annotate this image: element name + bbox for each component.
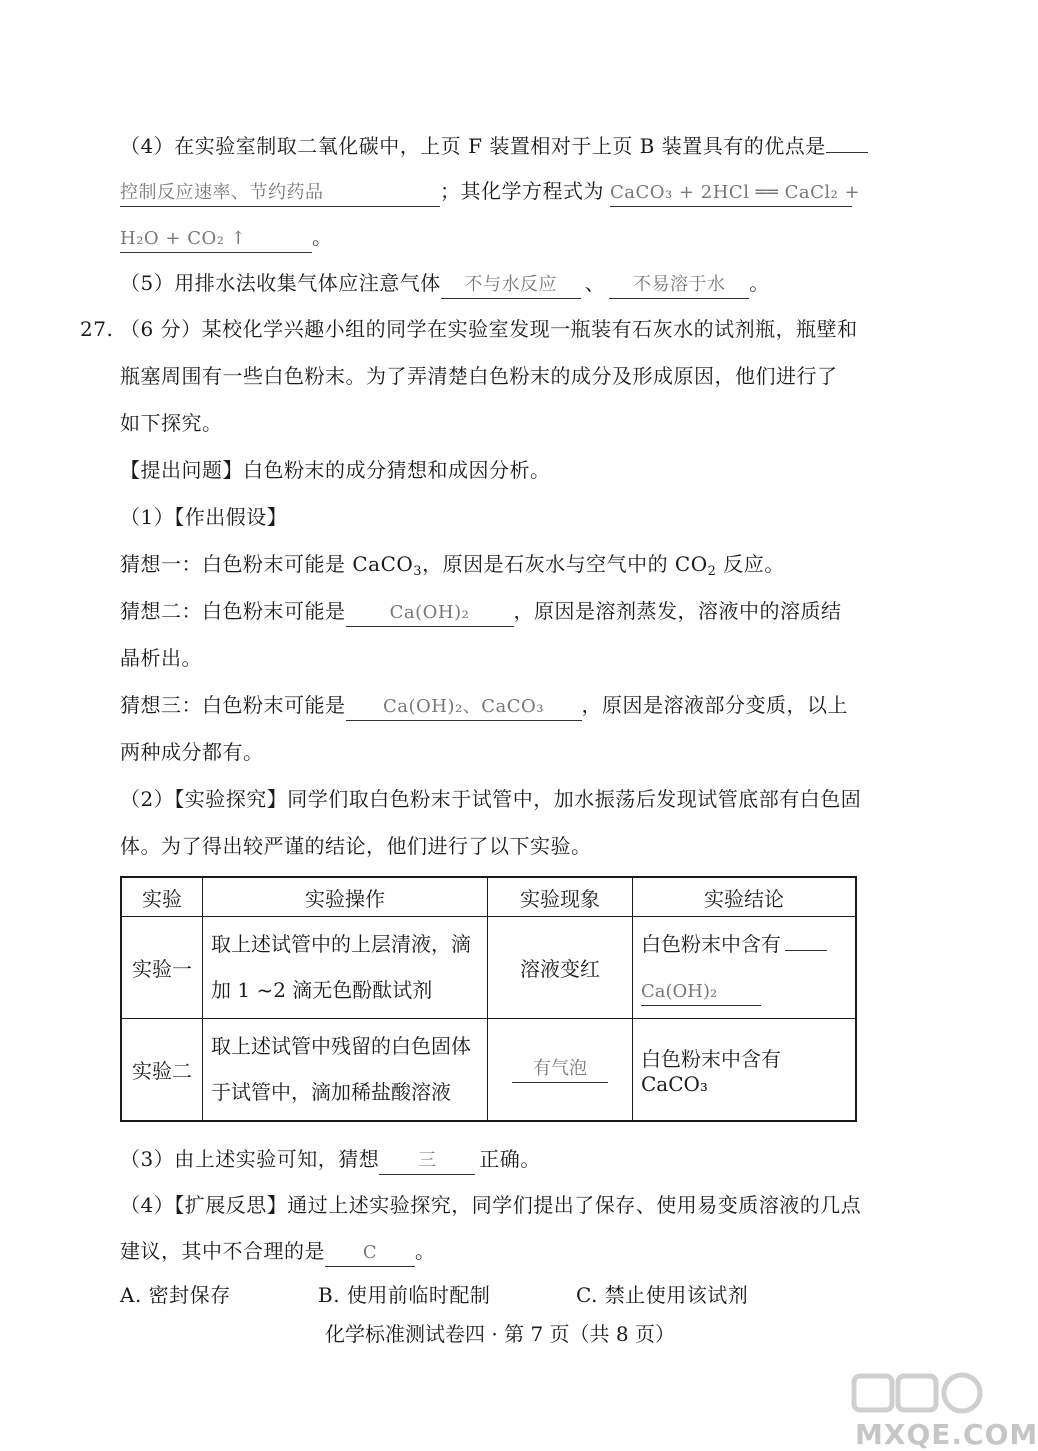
row1-operation: 取上述试管中的上层清液，滴 加 1 ~2 滴无色酚酞试剂: [203, 917, 488, 1019]
q27-line2: 瓶塞周围有一些白色粉末。为了弄清楚白色粉末的成分及形成原因，他们进行了: [120, 364, 838, 388]
answer-exp2-phenomenon: 有气泡: [512, 1056, 608, 1083]
header-phenomenon: 实验现象: [488, 877, 633, 917]
row2-phenomenon: [488, 1018, 633, 1121]
q27-line1: （6 分）某校化学兴趣小组的同学在实验室发现一瓶装有石灰水的试剂瓶，瓶壁和: [120, 317, 858, 341]
table-row: [121, 1018, 856, 1121]
answer-guess-correct: 三: [379, 1148, 475, 1175]
row2-conclusion: 白色粉末中含有 CaCO₃: [633, 1018, 857, 1121]
answer-equation-part2: H₂O + CO₂ ↑: [120, 226, 312, 253]
watermark-text: MXQE.COM: [855, 1418, 1038, 1451]
header-operation: 实验操作: [203, 877, 488, 917]
header-conclusion: 实验结论: [633, 877, 857, 917]
answer-blank: [826, 130, 868, 153]
answer-equation-part1: CaCO₃ + 2HCl ══ CaCl₂ +: [610, 180, 852, 207]
guess-2-line2: 晶析出。: [120, 646, 202, 670]
q27-4-line2: 建议，其中不合理的是 C 。: [120, 1236, 436, 1267]
q27-4-line1: （4）【扩展反思】通过上述实验探究，同学们提出了保存、使用易变质溶液的几点: [120, 1193, 862, 1217]
experiment-line2: 体。为了得出较严谨的结论，他们进行了以下实验。: [120, 834, 592, 858]
page-footer: 化学标准测试卷四 · 第 7 页（共 8 页）: [325, 1322, 675, 1346]
guess-3: 猜想三：白色粉末可能是 Ca(OH)₂、CaCO₃ ，原因是溶液部分变质，以上: [120, 690, 848, 721]
experiment-table: [120, 876, 857, 1122]
answer-unreasonable: C: [325, 1240, 415, 1267]
experiment-line1: （2）【实验探究】同学们取白色粉末于试管中，加水振荡后发现试管底部有白色固: [120, 787, 862, 811]
row1-phenomenon: 溶液变红: [488, 917, 633, 1019]
q26-4-line1: （4）在实验室制取二氧化碳中，上页 F 装置相对于上页 B 装置具有的优点是: [120, 130, 868, 161]
answer-guess-2: Ca(OH)₂: [346, 600, 514, 627]
table-header-row: [121, 877, 856, 917]
table-row: [121, 917, 856, 1019]
q27-number: 27.: [80, 317, 114, 341]
q27-problem: 【提出问题】白色粉末的成分猜想和成因分析。: [120, 458, 551, 482]
row1-name: 实验一: [121, 917, 203, 1019]
q27-line3: 如下探究。: [120, 411, 223, 435]
guess-1: 猜想一：白色粉末可能是 CaCO$_3$，原因是石灰水与空气中的 $CO_2$ 反应。: [120, 552, 785, 579]
row2-name: 实验二: [121, 1018, 203, 1121]
q26-4-line3: H₂O + CO₂ ↑ 。: [120, 222, 333, 253]
option-c: C. 禁止使用该试剂: [576, 1283, 749, 1307]
answer-guess-3: Ca(OH)₂、CaCO₃: [346, 694, 582, 721]
q27-hypothesis-title: （1）【作出假设】: [120, 505, 288, 529]
row1-conclusion: 白色粉末中含有 Ca(OH)₂: [633, 917, 857, 1019]
q27-3-line: （3）由上述实验可知，猜想 三 正确。: [120, 1144, 541, 1175]
answer-no-react: 不与水反应: [441, 272, 581, 299]
q26-5-line: （5）用排水法收集气体应注意气体 不与水反应 、 不易溶于水 。: [120, 268, 770, 299]
guess-2: 猜想二：白色粉末可能是 Ca(OH)₂ ，原因是溶剂蒸发，溶液中的溶质结: [120, 596, 842, 627]
row2-operation: 取上述试管中残留的白色固体 于试管中，滴加稀盐酸溶液: [203, 1018, 488, 1121]
option-b: B. 使用前临时配制: [318, 1283, 491, 1307]
guess-3-line2: 两种成分都有。: [120, 740, 264, 764]
answer-insoluble: 不易溶于水: [609, 272, 749, 299]
header-experiment: 实验: [121, 877, 203, 917]
answer-advantage: 控制反应速率、节约药品: [120, 180, 440, 207]
q26-4-line2: 控制反应速率、节约药品 ；其化学方程式为 CaCO₃ + 2HCl ══ CaCl₂ +: [120, 176, 852, 207]
option-a: A. 密封保存: [120, 1283, 231, 1307]
answer-exp1-conclusion: Ca(OH)₂: [641, 979, 761, 1006]
